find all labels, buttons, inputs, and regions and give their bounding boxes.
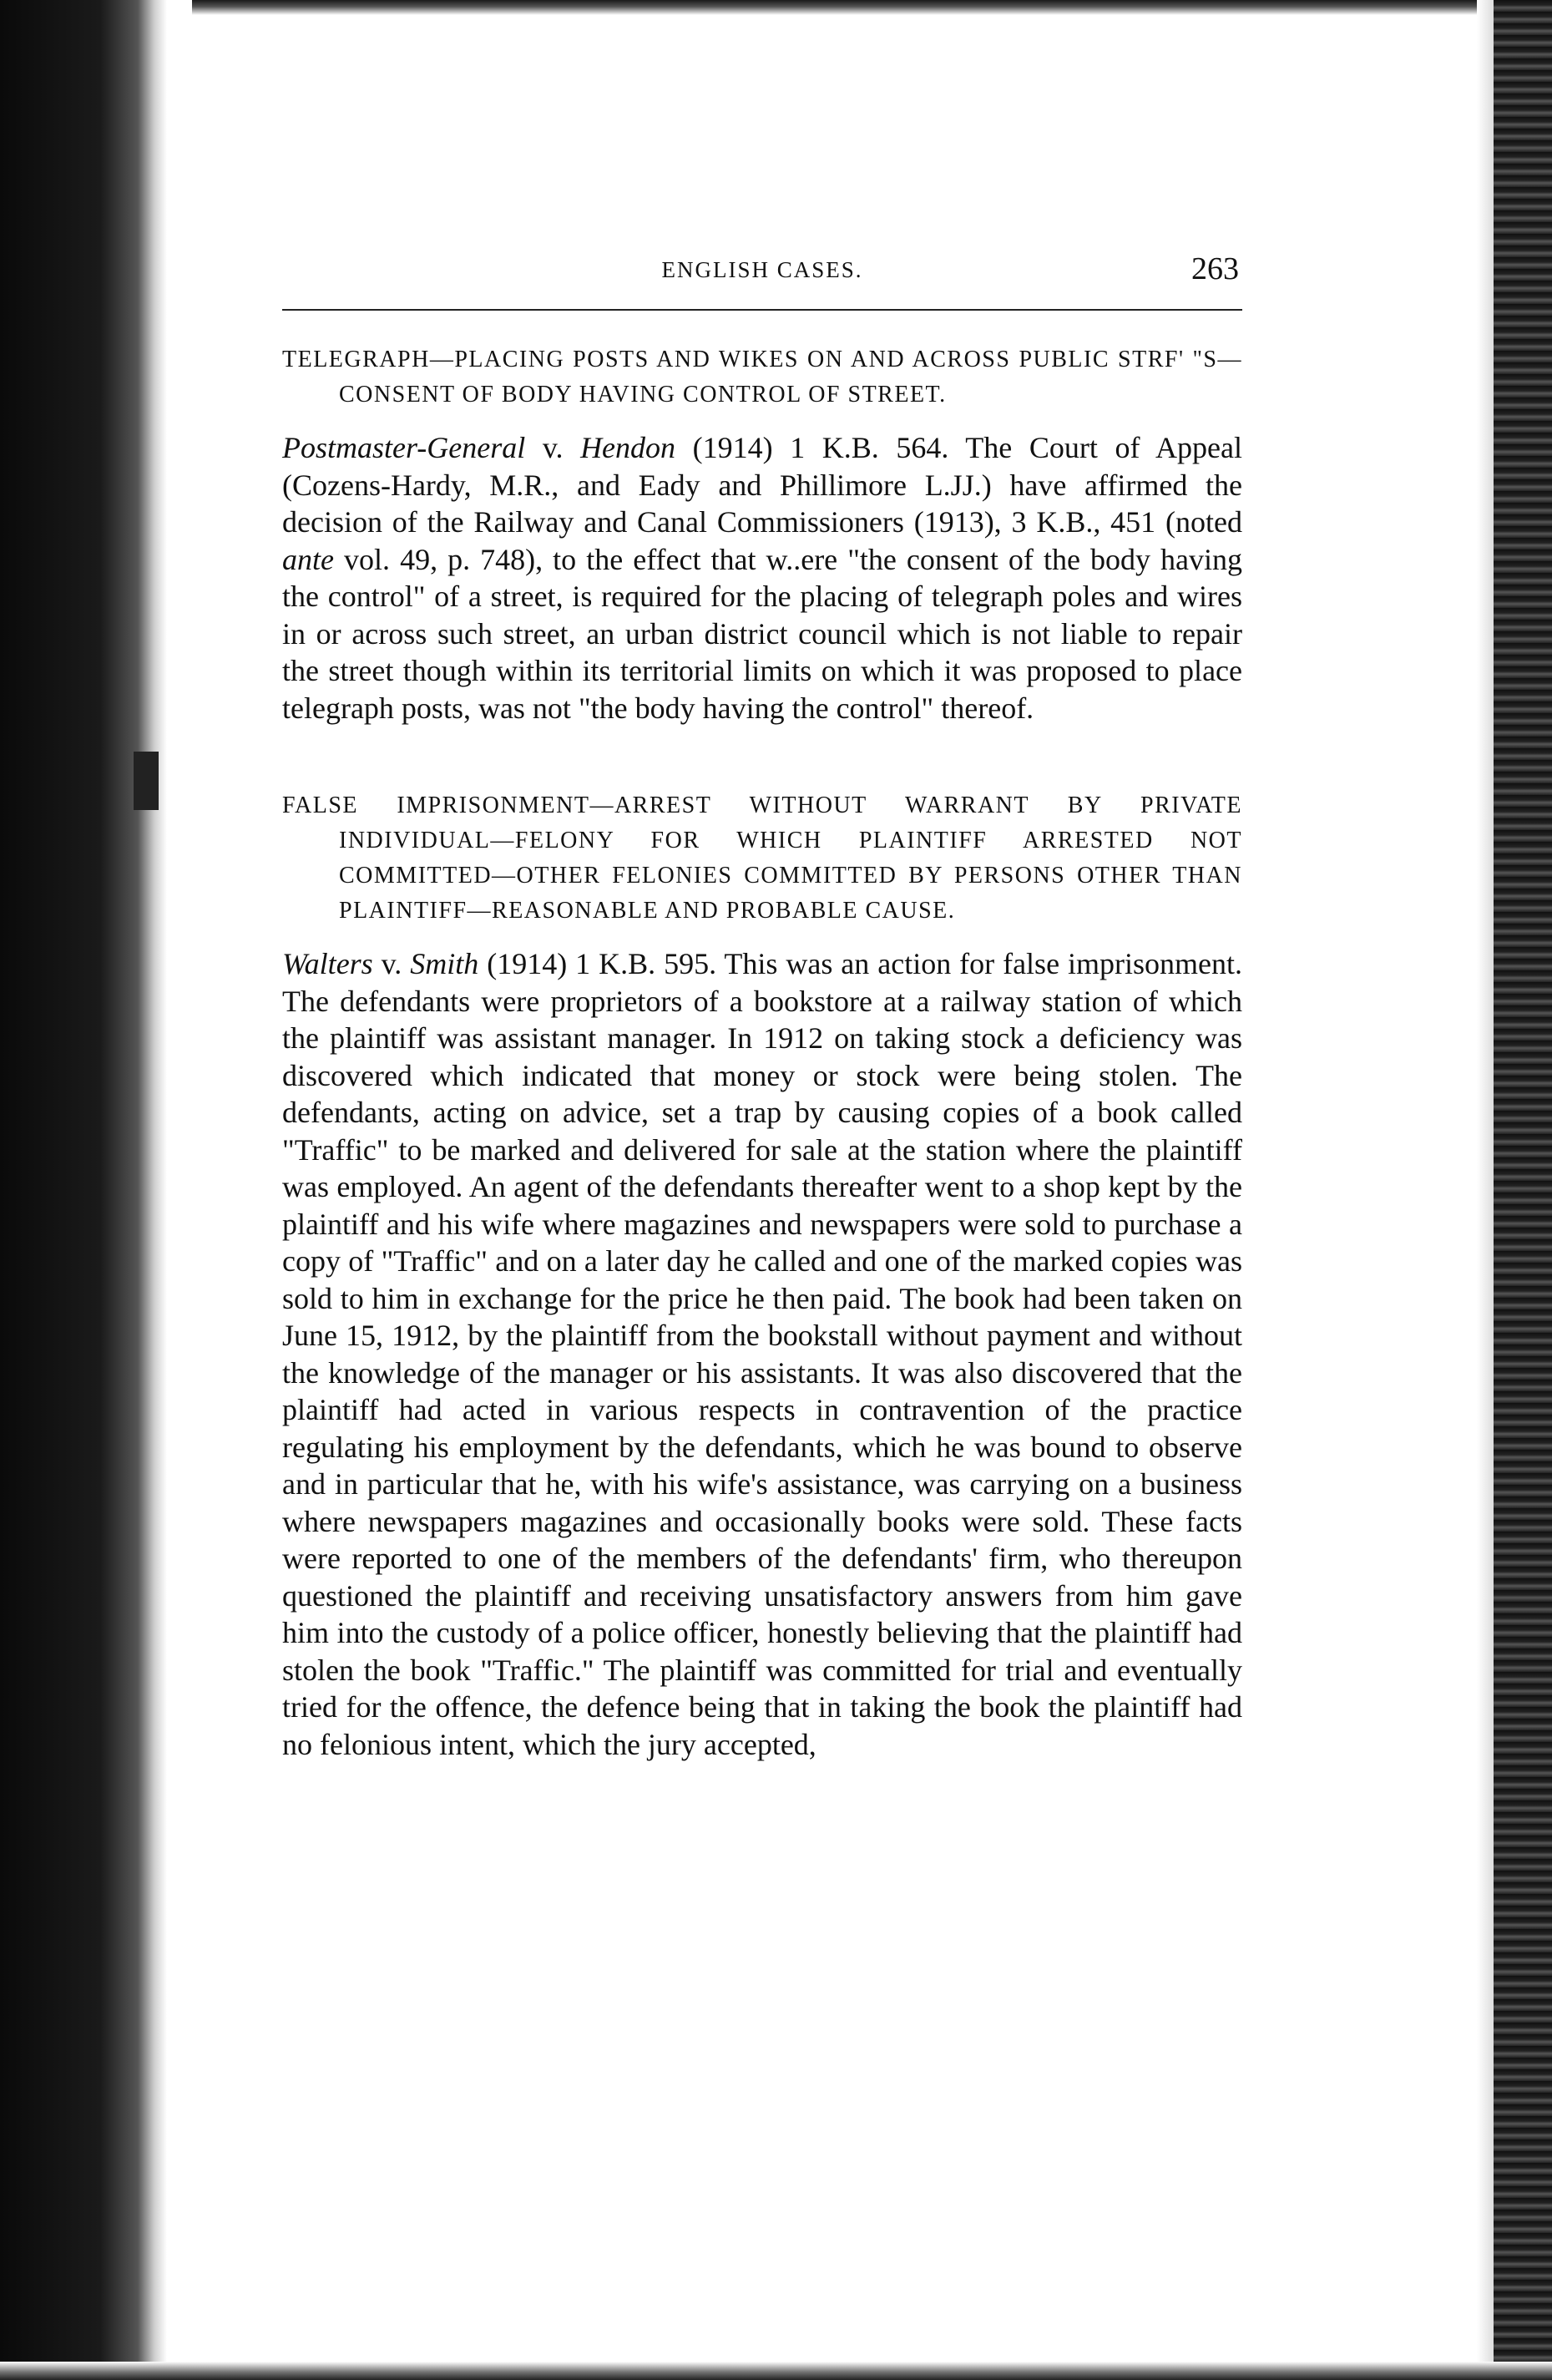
- running-title: ENGLISH CASES.: [661, 257, 863, 282]
- case1-party2: Hendon: [580, 431, 676, 464]
- case1-body-part2: vol. 49, p. 748), to the effect that w..ere "the consent of the body having the control" of a street, is required for the placing of telegraph poles and wires in or across such street, an urban district council which is not liable to repair the street though within its territorial limits on which it was proposed to place telegraph posts, was not "the body having the control" thereof.: [282, 542, 1242, 725]
- case2-heading: FALSE IMPRISONMENT—ARREST WITHOUT WARRANT BY PRIVATE INDIVIDUAL—FELONY FOR WHICH PLAINTIFF ARRESTED NOT COMMITTED—OTHER FELONIES COMMITTED BY PERSONS OTHER THAN PLAINTIFF—REASONABLE AND PROBABLE CAUSE.: [282, 792, 1242, 924]
- scan-edge-top: [0, 0, 1552, 15]
- scan-edge-notch: [134, 752, 159, 810]
- case1-heading: TELEGRAPH—PLACING POSTS AND WIKES ON AND ACROSS PUBLIC STRF' "S—CONSENT OF BODY HAVING CONTROL OF STREET.: [282, 347, 1242, 408]
- header-rule: [282, 309, 1242, 311]
- scan-edge-bottom: [0, 2362, 1552, 2380]
- case1-body-part1: The Court of Appeal (Cozens-Hardy, M.R., and Eady and Phillimore L.JJ.) have affirmed the decision of the Railway and Canal Commissioners (1913), 3 K.B., 451 (noted: [282, 431, 1242, 539]
- case2-party2: Smith: [410, 947, 479, 980]
- scan-edge-right-fade: [1477, 0, 1494, 2380]
- case2-versus: v.: [372, 947, 411, 980]
- case2-party1: Walters: [282, 947, 373, 980]
- case1-versus: v.: [525, 431, 581, 464]
- scan-edge-left: [0, 0, 192, 2380]
- case1-paragraph: [282, 429, 1242, 727]
- case1-party1: Postmaster-General: [282, 431, 526, 464]
- running-head: [282, 251, 1242, 301]
- page-number: 263: [1191, 251, 1239, 286]
- section-gap: [282, 727, 1242, 788]
- case1-citation: (1914) 1 K.B. 564.: [675, 431, 949, 464]
- case2-paragraph: [282, 945, 1242, 1763]
- scan-edge-right: [1494, 0, 1552, 2380]
- case2-body: (1914) 1 K.B. 595. This was an action for false imprisonment. The defendants were proprietors of a bookstore at a railway station of which the plaintiff was assistant manager. In 1912 on taking stock a deficiency was discovered which indicated that money or stock were being stolen. The defendants, acting on advice, set a trap by causing copies of a book called "Traffic" to be marked and delivered for sale at the station where the plaintiff was employed. An agent of the defendants thereafter went to a shop kept by the plaintiff and his wife where magazines and newspapers were sold to purchase a copy of "Traffic" and on a later day he called and one of the marked copies was sold to him in exchange for the price he then paid. The book had been taken on June 15, 1912, by the plaintiff from the bookstall without payment and without the knowledge of the manager or his assistants. It was also discovered that the plaintiff had acted in various respects in contravention of the practice regulating his employment by the defendants, which he was bound to observe and in particular that he, with his wife's assistance, was carrying on a business where newspapers magazines and occasionally books were sold. These facts were reported to one of the members of the defendants' firm, who thereupon questioned the plaintiff and receiving unsatisfactory answers from him gave him into the custody of a police officer, honestly believing that the plaintiff had stolen the book "Traffic." The plaintiff was committed for trial and eventually tried for the offence, the defence being that in taking the book the plaintiff had no felonious intent, which the jury accepted,: [282, 947, 1242, 1761]
- book-page: [282, 251, 1242, 1763]
- case1-ante: ante: [282, 542, 334, 576]
